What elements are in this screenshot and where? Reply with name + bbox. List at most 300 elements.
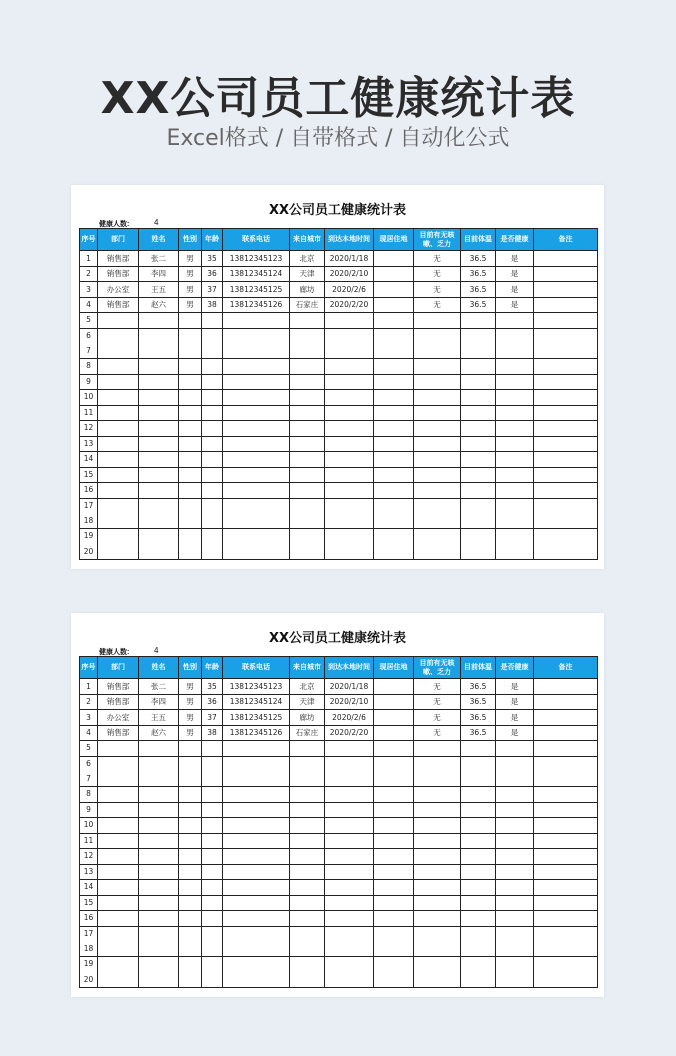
table-cell[interactable] xyxy=(461,895,496,911)
table-cell[interactable]: 李四 xyxy=(139,694,179,710)
table-cell[interactable] xyxy=(461,756,496,787)
table-cell[interactable] xyxy=(414,756,461,787)
table-cell[interactable] xyxy=(325,833,374,849)
table-cell[interactable] xyxy=(325,390,374,406)
table-cell[interactable] xyxy=(139,818,179,834)
table-cell[interactable] xyxy=(461,452,496,468)
table-cell[interactable]: 2 xyxy=(80,266,98,282)
table-cell[interactable] xyxy=(223,895,290,911)
table-cell[interactable] xyxy=(290,359,325,375)
table-cell[interactable] xyxy=(374,802,414,818)
table-cell[interactable] xyxy=(374,926,414,957)
column-header[interactable]: 姓名 xyxy=(139,657,179,679)
table-cell[interactable] xyxy=(414,483,461,499)
table-cell[interactable]: 销售部 xyxy=(98,297,139,313)
table-cell[interactable]: 李四 xyxy=(139,266,179,282)
column-header[interactable]: 备注 xyxy=(534,657,598,679)
table-cell[interactable] xyxy=(179,374,202,390)
table-cell[interactable]: 是 xyxy=(496,251,534,267)
table-cell[interactable]: 男 xyxy=(179,679,202,695)
table-cell[interactable] xyxy=(374,725,414,741)
table-cell[interactable] xyxy=(534,498,598,529)
table-cell[interactable]: 办公室 xyxy=(98,710,139,726)
table-cell[interactable] xyxy=(414,818,461,834)
table-cell[interactable] xyxy=(496,895,534,911)
table-cell[interactable]: 天津 xyxy=(290,266,325,282)
table-cell[interactable]: 男 xyxy=(179,725,202,741)
table-cell[interactable] xyxy=(80,328,98,359)
table-cell[interactable] xyxy=(202,374,223,390)
table-cell[interactable] xyxy=(374,374,414,390)
table-cell[interactable] xyxy=(496,880,534,896)
table-cell[interactable]: 36.5 xyxy=(461,297,496,313)
table-cell[interactable] xyxy=(202,849,223,865)
table-cell[interactable] xyxy=(414,498,461,529)
table-cell[interactable] xyxy=(179,436,202,452)
table-cell[interactable] xyxy=(80,483,98,499)
table-cell[interactable] xyxy=(325,498,374,529)
table-cell[interactable] xyxy=(139,957,179,988)
table-cell[interactable] xyxy=(496,911,534,927)
table-cell[interactable] xyxy=(139,926,179,957)
table-cell[interactable] xyxy=(534,957,598,988)
table-cell[interactable] xyxy=(496,374,534,390)
table-cell[interactable] xyxy=(179,313,202,329)
table-cell[interactable]: 是 xyxy=(496,694,534,710)
table-cell[interactable] xyxy=(223,849,290,865)
table-cell[interactable] xyxy=(461,787,496,803)
table-cell[interactable] xyxy=(223,452,290,468)
table-cell[interactable] xyxy=(179,926,202,957)
table-cell[interactable] xyxy=(461,390,496,406)
table-cell[interactable]: 36 xyxy=(202,266,223,282)
table-cell[interactable]: 销售部 xyxy=(98,694,139,710)
table-cell[interactable] xyxy=(290,818,325,834)
table-cell[interactable] xyxy=(496,926,534,957)
table-cell[interactable]: 2020/1/18 xyxy=(325,251,374,267)
table-cell[interactable] xyxy=(414,957,461,988)
table-cell[interactable] xyxy=(223,374,290,390)
table-cell[interactable] xyxy=(496,467,534,483)
table-cell[interactable]: 1 xyxy=(80,251,98,267)
table-cell[interactable] xyxy=(223,818,290,834)
table-cell[interactable] xyxy=(290,957,325,988)
table-cell[interactable]: 13812345123 xyxy=(223,679,290,695)
table-cell[interactable]: 王五 xyxy=(139,282,179,298)
table-cell[interactable]: 2020/2/20 xyxy=(325,725,374,741)
table-cell[interactable] xyxy=(290,421,325,437)
table-cell[interactable] xyxy=(290,467,325,483)
table-cell[interactable]: 销售部 xyxy=(98,251,139,267)
table-cell[interactable] xyxy=(98,313,139,329)
table-cell[interactable] xyxy=(223,741,290,757)
table-cell[interactable]: 无 xyxy=(414,725,461,741)
table-cell[interactable] xyxy=(325,436,374,452)
table-cell[interactable] xyxy=(80,467,98,483)
table-cell[interactable] xyxy=(461,957,496,988)
table-cell[interactable] xyxy=(414,405,461,421)
table-cell[interactable]: 38 xyxy=(202,297,223,313)
table-cell[interactable] xyxy=(139,467,179,483)
table-cell[interactable]: 13812345124 xyxy=(223,694,290,710)
table-cell[interactable] xyxy=(202,957,223,988)
table-cell[interactable] xyxy=(374,483,414,499)
table-cell[interactable] xyxy=(80,864,98,880)
table-cell[interactable] xyxy=(461,328,496,359)
table-cell[interactable] xyxy=(290,313,325,329)
table-cell[interactable] xyxy=(179,328,202,359)
table-cell[interactable] xyxy=(223,359,290,375)
table-cell[interactable] xyxy=(414,911,461,927)
table-cell[interactable] xyxy=(325,957,374,988)
table-cell[interactable] xyxy=(139,328,179,359)
table-cell[interactable] xyxy=(534,282,598,298)
table-cell[interactable] xyxy=(534,328,598,359)
column-header[interactable]: 序号 xyxy=(80,657,98,679)
table-cell[interactable] xyxy=(80,895,98,911)
table-cell[interactable] xyxy=(202,895,223,911)
table-cell[interactable] xyxy=(179,895,202,911)
table-cell[interactable] xyxy=(202,467,223,483)
column-header[interactable]: 年龄 xyxy=(202,229,223,251)
table-cell[interactable]: 13812345123 xyxy=(223,251,290,267)
table-cell[interactable]: 无 xyxy=(414,694,461,710)
table-cell[interactable] xyxy=(374,282,414,298)
table-cell[interactable] xyxy=(179,849,202,865)
table-cell[interactable] xyxy=(325,849,374,865)
table-cell[interactable] xyxy=(290,849,325,865)
column-header[interactable]: 目前有无咳嗽、乏力 xyxy=(414,657,461,679)
table-cell[interactable] xyxy=(98,405,139,421)
table-cell[interactable] xyxy=(139,483,179,499)
table-cell[interactable]: 2020/2/10 xyxy=(325,694,374,710)
table-cell[interactable] xyxy=(374,529,414,560)
table-cell[interactable] xyxy=(374,498,414,529)
table-cell[interactable]: 无 xyxy=(414,282,461,298)
table-cell[interactable] xyxy=(374,679,414,695)
table-cell[interactable] xyxy=(534,251,598,267)
table-cell[interactable] xyxy=(80,421,98,437)
table-cell[interactable] xyxy=(374,911,414,927)
table-cell[interactable] xyxy=(179,864,202,880)
table-cell[interactable]: 13812345125 xyxy=(223,710,290,726)
table-cell[interactable] xyxy=(496,957,534,988)
table-cell[interactable] xyxy=(461,359,496,375)
table-cell[interactable] xyxy=(223,483,290,499)
table-cell[interactable] xyxy=(290,741,325,757)
table-cell[interactable] xyxy=(534,359,598,375)
table-cell[interactable] xyxy=(80,405,98,421)
table-cell[interactable] xyxy=(496,818,534,834)
table-cell[interactable] xyxy=(534,405,598,421)
table-cell[interactable] xyxy=(325,787,374,803)
table-cell[interactable] xyxy=(461,741,496,757)
table-cell[interactable] xyxy=(496,833,534,849)
table-cell[interactable]: 无 xyxy=(414,297,461,313)
table-cell[interactable] xyxy=(139,405,179,421)
table-cell[interactable] xyxy=(202,498,223,529)
column-header[interactable]: 到达本地时间 xyxy=(325,229,374,251)
table-cell[interactable] xyxy=(414,390,461,406)
table-cell[interactable] xyxy=(139,529,179,560)
table-cell[interactable] xyxy=(414,467,461,483)
table-cell[interactable] xyxy=(461,529,496,560)
table-cell[interactable] xyxy=(414,849,461,865)
table-cell[interactable] xyxy=(139,787,179,803)
column-header[interactable]: 目前体温 xyxy=(461,229,496,251)
table-cell[interactable] xyxy=(98,498,139,529)
table-cell[interactable] xyxy=(98,359,139,375)
table-cell[interactable] xyxy=(202,787,223,803)
table-cell[interactable] xyxy=(325,452,374,468)
table-cell[interactable] xyxy=(223,498,290,529)
table-cell[interactable] xyxy=(179,421,202,437)
table-cell[interactable] xyxy=(98,818,139,834)
table-cell[interactable]: 2020/2/6 xyxy=(325,710,374,726)
column-header[interactable]: 姓名 xyxy=(139,229,179,251)
table-cell[interactable]: 是 xyxy=(496,725,534,741)
table-cell[interactable] xyxy=(290,864,325,880)
table-cell[interactable] xyxy=(98,374,139,390)
table-cell[interactable] xyxy=(325,864,374,880)
table-cell[interactable] xyxy=(461,833,496,849)
table-cell[interactable] xyxy=(461,926,496,957)
table-cell[interactable] xyxy=(496,359,534,375)
table-cell[interactable]: 无 xyxy=(414,710,461,726)
table-cell[interactable] xyxy=(223,802,290,818)
table-cell[interactable] xyxy=(496,421,534,437)
table-cell[interactable] xyxy=(80,849,98,865)
table-cell[interactable] xyxy=(496,529,534,560)
table-cell[interactable] xyxy=(179,467,202,483)
table-cell[interactable] xyxy=(534,421,598,437)
table-cell[interactable] xyxy=(80,359,98,375)
table-cell[interactable] xyxy=(496,405,534,421)
table-cell[interactable] xyxy=(496,498,534,529)
table-cell[interactable] xyxy=(139,359,179,375)
table-cell[interactable] xyxy=(179,452,202,468)
table-cell[interactable] xyxy=(374,864,414,880)
table-cell[interactable] xyxy=(374,895,414,911)
table-cell[interactable] xyxy=(223,467,290,483)
table-cell[interactable]: 2020/2/6 xyxy=(325,282,374,298)
table-cell[interactable]: 王五 xyxy=(139,710,179,726)
table-cell[interactable] xyxy=(496,756,534,787)
table-cell[interactable] xyxy=(414,313,461,329)
table-cell[interactable] xyxy=(534,818,598,834)
table-cell[interactable]: 36.5 xyxy=(461,251,496,267)
table-cell[interactable] xyxy=(202,833,223,849)
table-cell[interactable] xyxy=(202,756,223,787)
table-cell[interactable]: 是 xyxy=(496,710,534,726)
table-cell[interactable] xyxy=(223,313,290,329)
table-cell[interactable] xyxy=(290,802,325,818)
table-cell[interactable] xyxy=(202,390,223,406)
table-cell[interactable] xyxy=(461,498,496,529)
table-cell[interactable] xyxy=(98,756,139,787)
table-cell[interactable] xyxy=(202,926,223,957)
table-cell[interactable]: 石家庄 xyxy=(290,297,325,313)
table-cell[interactable] xyxy=(414,864,461,880)
table-cell[interactable] xyxy=(290,895,325,911)
table-cell[interactable] xyxy=(202,741,223,757)
table-cell[interactable]: 1 xyxy=(80,679,98,695)
table-cell[interactable] xyxy=(374,328,414,359)
table-cell[interactable] xyxy=(290,452,325,468)
table-cell[interactable] xyxy=(98,911,139,927)
table-cell[interactable]: 13812345125 xyxy=(223,282,290,298)
table-cell[interactable] xyxy=(139,864,179,880)
table-cell[interactable] xyxy=(223,436,290,452)
table-cell[interactable] xyxy=(202,421,223,437)
table-cell[interactable] xyxy=(139,313,179,329)
table-cell[interactable] xyxy=(290,374,325,390)
table-cell[interactable] xyxy=(98,833,139,849)
table-cell[interactable] xyxy=(223,864,290,880)
table-cell[interactable] xyxy=(325,802,374,818)
table-cell[interactable] xyxy=(374,452,414,468)
table-cell[interactable]: 男 xyxy=(179,694,202,710)
table-cell[interactable] xyxy=(98,741,139,757)
table-cell[interactable] xyxy=(98,880,139,896)
table-cell[interactable] xyxy=(325,880,374,896)
table-cell[interactable]: 38 xyxy=(202,725,223,741)
table-cell[interactable] xyxy=(290,787,325,803)
table-cell[interactable] xyxy=(202,436,223,452)
table-cell[interactable] xyxy=(179,802,202,818)
column-header[interactable]: 目前有无咳嗽、乏力 xyxy=(414,229,461,251)
table-cell[interactable] xyxy=(179,359,202,375)
column-header[interactable]: 现居住地 xyxy=(374,657,414,679)
table-cell[interactable] xyxy=(374,313,414,329)
table-cell[interactable] xyxy=(139,741,179,757)
table-cell[interactable] xyxy=(139,849,179,865)
table-cell[interactable] xyxy=(223,421,290,437)
table-cell[interactable] xyxy=(98,926,139,957)
table-cell[interactable] xyxy=(374,421,414,437)
table-cell[interactable] xyxy=(534,436,598,452)
table-cell[interactable]: 2020/2/10 xyxy=(325,266,374,282)
table-cell[interactable] xyxy=(202,864,223,880)
table-cell[interactable]: 2020/1/18 xyxy=(325,679,374,695)
column-header[interactable]: 备注 xyxy=(534,229,598,251)
table-cell[interactable] xyxy=(202,483,223,499)
table-cell[interactable] xyxy=(496,802,534,818)
table-cell[interactable] xyxy=(461,849,496,865)
table-cell[interactable] xyxy=(179,390,202,406)
table-cell[interactable] xyxy=(534,390,598,406)
table-cell[interactable] xyxy=(534,911,598,927)
table-cell[interactable] xyxy=(223,957,290,988)
table-cell[interactable] xyxy=(414,895,461,911)
table-cell[interactable] xyxy=(374,756,414,787)
table-cell[interactable] xyxy=(98,895,139,911)
table-cell[interactable] xyxy=(202,802,223,818)
table-cell[interactable] xyxy=(202,405,223,421)
table-cell[interactable] xyxy=(534,483,598,499)
table-cell[interactable] xyxy=(290,483,325,499)
table-cell[interactable] xyxy=(414,880,461,896)
table-cell[interactable] xyxy=(179,529,202,560)
table-cell[interactable] xyxy=(80,957,98,988)
table-cell[interactable] xyxy=(534,313,598,329)
table-cell[interactable]: 男 xyxy=(179,297,202,313)
table-cell[interactable] xyxy=(496,849,534,865)
table-cell[interactable] xyxy=(98,421,139,437)
table-cell[interactable] xyxy=(414,741,461,757)
table-cell[interactable]: 销售部 xyxy=(98,266,139,282)
column-header[interactable]: 部门 xyxy=(98,657,139,679)
table-cell[interactable] xyxy=(496,452,534,468)
table-cell[interactable] xyxy=(325,529,374,560)
table-cell[interactable] xyxy=(374,694,414,710)
table-cell[interactable]: 4 xyxy=(80,725,98,741)
table-cell[interactable] xyxy=(414,787,461,803)
table-cell[interactable] xyxy=(202,818,223,834)
table-cell[interactable] xyxy=(325,467,374,483)
table-cell[interactable] xyxy=(534,467,598,483)
table-cell[interactable] xyxy=(534,833,598,849)
table-cell[interactable] xyxy=(290,405,325,421)
table-cell[interactable] xyxy=(98,849,139,865)
table-cell[interactable] xyxy=(98,864,139,880)
table-cell[interactable] xyxy=(325,359,374,375)
table-cell[interactable] xyxy=(374,405,414,421)
column-header[interactable]: 目前体温 xyxy=(461,657,496,679)
table-cell[interactable] xyxy=(223,880,290,896)
table-cell[interactable] xyxy=(98,802,139,818)
table-cell[interactable] xyxy=(179,741,202,757)
table-cell[interactable] xyxy=(80,756,98,787)
table-cell[interactable] xyxy=(139,452,179,468)
table-cell[interactable] xyxy=(202,452,223,468)
table-cell[interactable] xyxy=(139,374,179,390)
table-cell[interactable] xyxy=(461,374,496,390)
table-cell[interactable]: 2020/2/20 xyxy=(325,297,374,313)
table-cell[interactable] xyxy=(496,741,534,757)
table-cell[interactable] xyxy=(325,741,374,757)
table-cell[interactable] xyxy=(80,787,98,803)
table-cell[interactable] xyxy=(139,498,179,529)
table-cell[interactable] xyxy=(98,787,139,803)
column-header[interactable]: 联系电话 xyxy=(223,657,290,679)
table-cell[interactable]: 36.5 xyxy=(461,725,496,741)
table-cell[interactable] xyxy=(374,359,414,375)
table-cell[interactable]: 销售部 xyxy=(98,725,139,741)
table-cell[interactable]: 35 xyxy=(202,679,223,695)
table-cell[interactable] xyxy=(534,374,598,390)
table-cell[interactable]: 北京 xyxy=(290,251,325,267)
table-cell[interactable] xyxy=(80,529,98,560)
table-cell[interactable] xyxy=(202,911,223,927)
table-cell[interactable] xyxy=(374,390,414,406)
table-cell[interactable] xyxy=(179,498,202,529)
table-cell[interactable] xyxy=(374,957,414,988)
table-cell[interactable] xyxy=(80,880,98,896)
table-cell[interactable] xyxy=(374,818,414,834)
table-cell[interactable] xyxy=(139,880,179,896)
table-cell[interactable] xyxy=(223,911,290,927)
table-cell[interactable] xyxy=(414,359,461,375)
table-cell[interactable] xyxy=(139,756,179,787)
table-cell[interactable] xyxy=(374,710,414,726)
table-cell[interactable] xyxy=(374,266,414,282)
table-cell[interactable]: 36.5 xyxy=(461,679,496,695)
table-cell[interactable] xyxy=(534,849,598,865)
table-cell[interactable]: 男 xyxy=(179,251,202,267)
column-header[interactable]: 来自城市 xyxy=(290,229,325,251)
table-cell[interactable] xyxy=(80,741,98,757)
